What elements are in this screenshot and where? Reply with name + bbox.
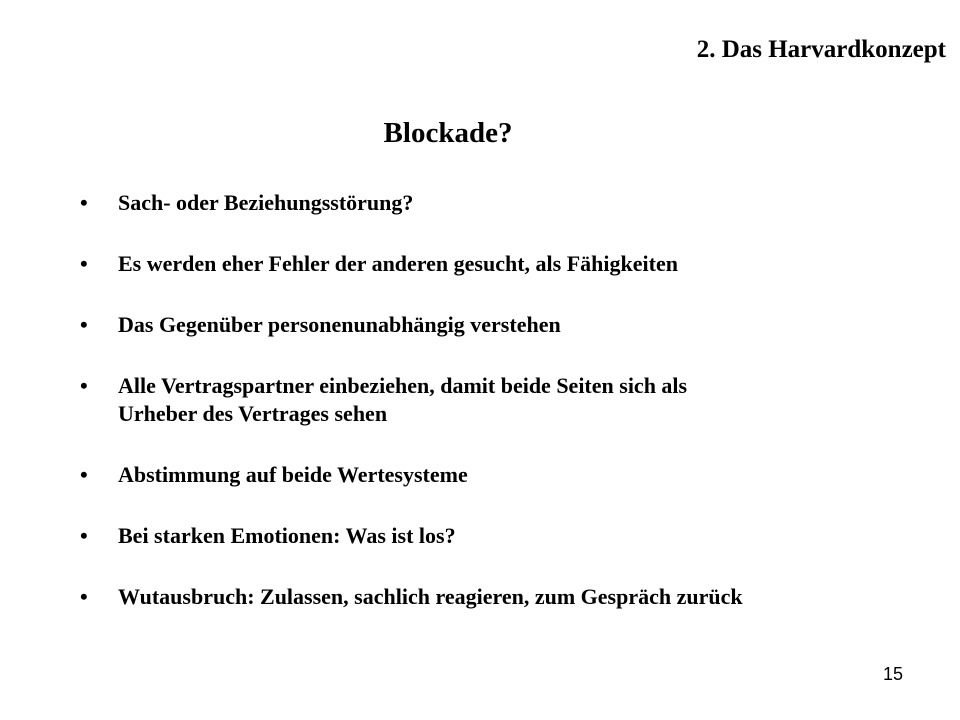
bullet-item	[80, 372, 940, 428]
bullet-dot: •	[80, 190, 88, 215]
page-number: 15	[882, 664, 903, 684]
bullet-dot: •	[80, 523, 88, 548]
bullet-item	[80, 189, 940, 217]
bullet-dot: •	[80, 373, 88, 398]
bullet-item	[80, 250, 940, 278]
bullet-text-line: Sach- oder Beziehungsstörung?	[118, 190, 414, 215]
bullet-text-line: Alle Vertragspartner einbeziehen, damit beide Seiten sich als	[118, 373, 688, 398]
bullet-text-line: Das Gegenüber personenunabhängig verstehen	[118, 312, 561, 337]
section-title: 2. Das Harvardkonzept	[696, 36, 946, 63]
bullet-text-line: Urheber des Vertrages sehen	[118, 401, 388, 426]
bullet-item	[80, 311, 940, 339]
bullet-item	[80, 461, 940, 489]
bullet-dot: •	[80, 462, 88, 487]
bullet-dot: •	[80, 312, 88, 337]
bullet-text-line: Wutausbruch: Zulassen, sachlich reagieren, zum Gespräch zurück	[118, 584, 743, 609]
slide-heading: Blockade?	[383, 117, 513, 149]
bullet-dot: •	[80, 251, 88, 276]
bullet-text-line: Abstimmung auf beide Wertesysteme	[118, 462, 468, 487]
bullet-item	[80, 522, 940, 550]
bullet-text-line: Bei starken Emotionen: Was ist los?	[118, 523, 456, 548]
bullet-dot: •	[80, 584, 88, 609]
bullet-item	[80, 583, 940, 611]
bullet-text-line: Es werden eher Fehler der anderen gesucht, als Fähigkeiten	[118, 251, 678, 276]
bullet-list	[80, 189, 940, 644]
